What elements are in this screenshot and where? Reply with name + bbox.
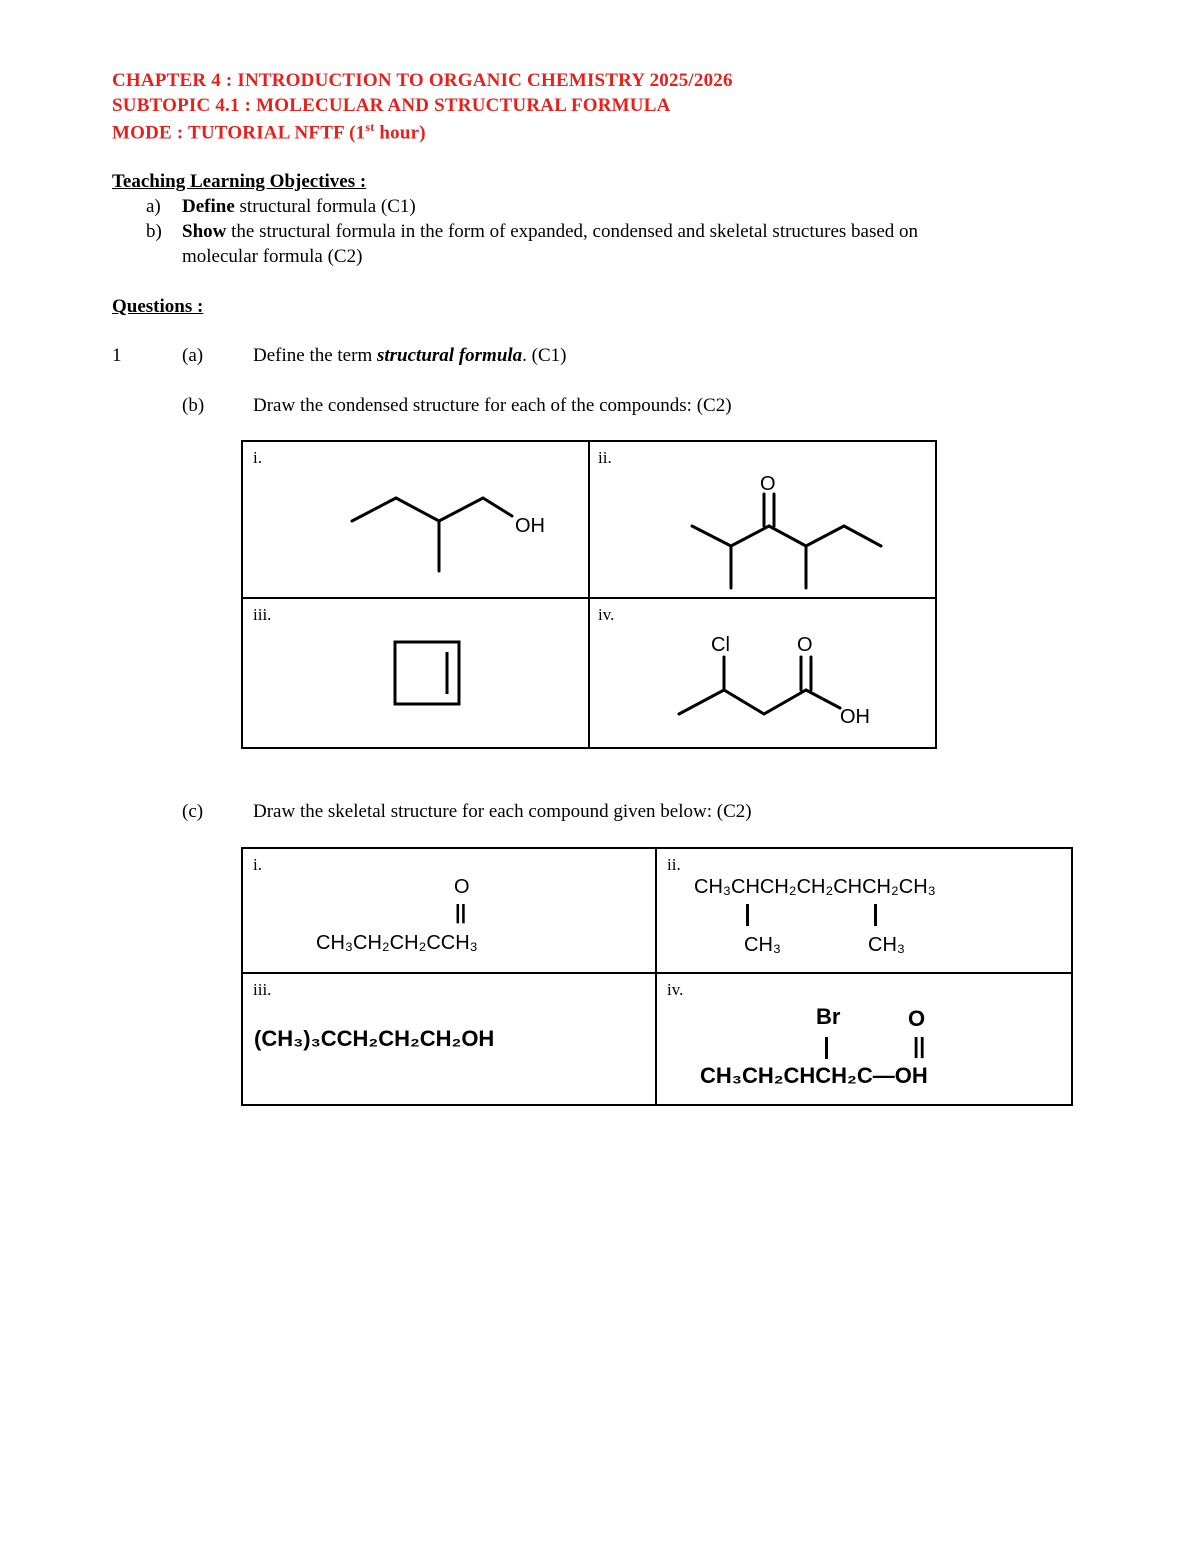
formula-c-i-double-bond: || <box>455 902 467 924</box>
structure-b-ii <box>692 494 881 588</box>
formula-c-iii: (CH₃)₃CCH₂CH₂CH₂OH <box>254 1026 495 1051</box>
atom-o-b-iv: O <box>797 634 813 656</box>
objective-b-marker: b) <box>146 221 162 242</box>
question-number: 1 <box>112 345 122 366</box>
table-b-label-iii: iii. <box>253 605 272 624</box>
formula-c-iv-double-bond: || <box>913 1033 926 1058</box>
question-b-marker: (b) <box>182 395 205 416</box>
table-c-label-iii: iii. <box>253 980 272 999</box>
table-c-divider-h <box>241 972 1073 974</box>
formula-c-ii: CH₃CHCH₂CH₂CHCH₂CH₃ <box>694 876 936 898</box>
objectives-heading: Teaching Learning Objectives : <box>112 171 367 192</box>
objective-b-line2: molecular formula (C2) <box>182 246 363 267</box>
structure-b-iii <box>395 642 459 704</box>
structure-b-iv <box>679 657 840 714</box>
question-c-text: Draw the skeletal structure for each compound given below: (C2) <box>253 801 752 822</box>
formula-c-iv-o: O <box>908 1006 926 1031</box>
formula-c-iv: CH₃CH₂CHCH₂C—OH <box>700 1063 928 1088</box>
table-b-label-ii: ii. <box>598 448 612 467</box>
formula-c-ii-branch-2: CH₃ <box>868 934 906 956</box>
header-mode: MODE : TUTORIAL NFTF (1 <box>112 122 366 144</box>
objective-b-bold: Show <box>182 221 227 242</box>
table-c-divider-v <box>655 847 657 1106</box>
question-c-marker: (c) <box>182 801 204 822</box>
question-a-term: structural formula <box>376 345 523 366</box>
atom-oh-b-i: OH <box>515 515 545 537</box>
objective-a-marker: a) <box>146 196 161 217</box>
structure-b-i <box>352 498 512 571</box>
question-a-pre: Define the term <box>253 345 377 366</box>
formula-c-ii-bond-2 <box>874 904 877 926</box>
question-a-marker: (a) <box>182 345 204 366</box>
question-a-post: . (C1) <box>522 345 567 366</box>
table-c-label-ii: ii. <box>667 855 681 874</box>
formula-c-ii-bond-1 <box>746 904 749 926</box>
objective-a-bold: Define <box>182 196 235 217</box>
atom-oh-b-iv: OH <box>840 706 870 728</box>
formula-c-iv-br: Br <box>816 1004 841 1029</box>
formula-c-iv-bond-br <box>825 1037 828 1059</box>
atom-o-b-ii: O <box>760 473 776 495</box>
objective-a-text: structural formula (C1) <box>234 196 416 217</box>
table-b-label-iv: iv. <box>598 605 615 624</box>
objective-b-text: the structural formula in the form of expanded, condensed and skeletal structures based on <box>226 221 919 242</box>
formula-c-ii-branch-1: CH₃ <box>744 934 782 956</box>
formula-c-i: CH₃CH₂CH₂CCH₃ <box>316 932 478 954</box>
questions-heading: Questions : <box>112 296 204 317</box>
table-c <box>241 847 1073 1106</box>
table-c-label-iv: iv. <box>667 980 684 999</box>
header-line-2: SUBTOPIC 4.1 : MOLECULAR AND STRUCTURAL FORMULA <box>112 95 671 116</box>
header-mode-suffix: hour) <box>374 122 426 144</box>
question-b-text: Draw the condensed structure for each of the compounds: (C2) <box>253 395 732 416</box>
table-c-label-i: i. <box>253 855 262 874</box>
table-b-label-i: i. <box>253 448 262 467</box>
header-line-1: CHAPTER 4 : INTRODUCTION TO ORGANIC CHEMISTRY 2025/2026 <box>112 70 733 91</box>
atom-cl-b-iv: Cl <box>711 634 730 656</box>
header-mode-sup: st <box>365 120 375 134</box>
formula-c-i-o: O <box>454 876 470 898</box>
